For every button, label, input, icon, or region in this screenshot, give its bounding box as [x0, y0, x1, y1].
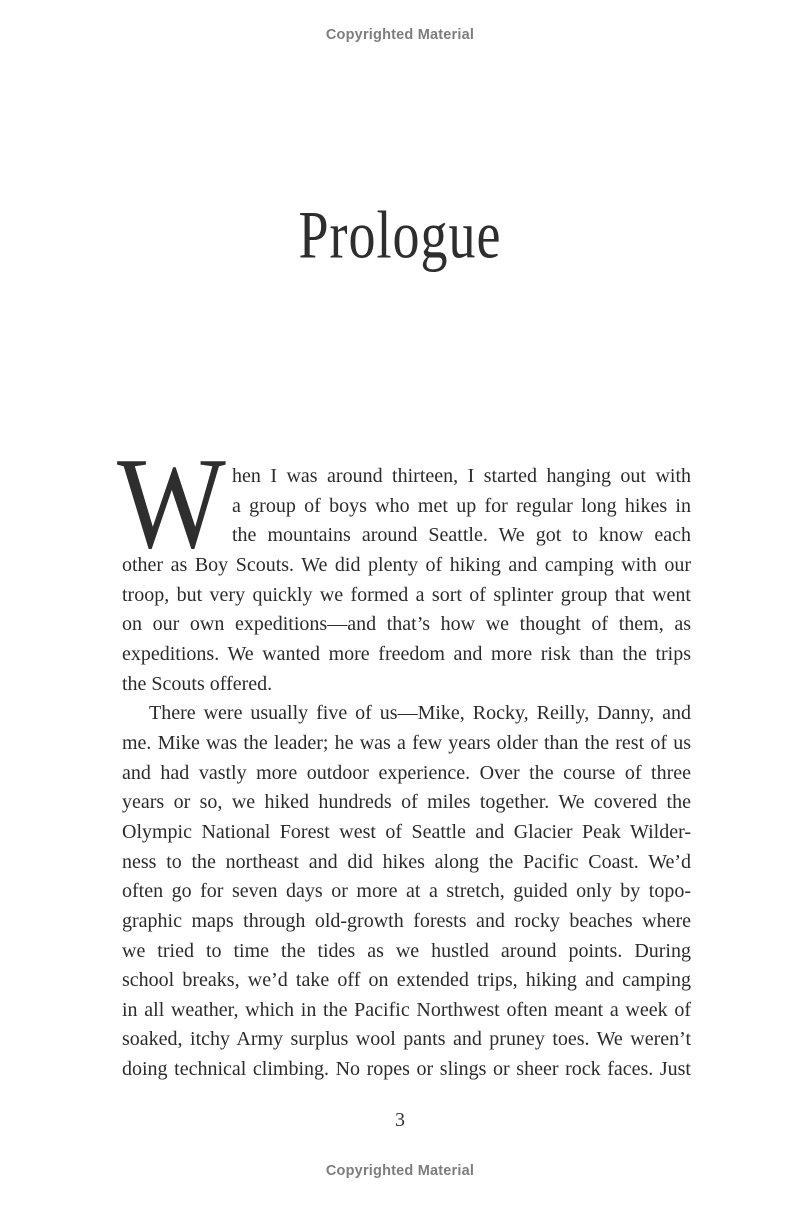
copyright-notice-top: Copyrighted Material — [325, 27, 475, 43]
drop-cap: W — [117, 431, 226, 576]
body-line: soaked, itchy Army surplus wool pants and pruney toes. We weren’t — [122, 1028, 691, 1051]
body-line: graphic maps through old-growth forests and rocky beaches where — [122, 909, 691, 932]
body-line: the mountains around Seattle. We got to know each — [232, 524, 691, 547]
body-line: other as Boy Scouts. We did plenty of hiking and camping with our — [122, 553, 691, 576]
body-line: school breaks, we’d take off on extended trips, hiking and camping — [122, 969, 691, 992]
body-line: years or so, we hiked hundreds of miles together. We covered the — [122, 791, 691, 814]
body-line: the Scouts offered. — [122, 672, 273, 695]
body-line: hen I was around thirteen, I started hanging out with — [232, 465, 691, 487]
body-line: and had vastly more outdoor experience. Over the course of three — [122, 761, 691, 784]
body-line: me. Mike was the leader; he was a few years older than the rest of us — [122, 731, 691, 754]
body-text — [122, 462, 691, 1085]
copyright-notice-bottom: Copyrighted Material — [325, 1163, 475, 1179]
chapter-title: Prologue — [298, 197, 502, 273]
body-line: ness to the northeast and did hikes along the Pacific Coast. We’d — [122, 850, 691, 873]
body-line: There were usually five of us—Mike, Rocky, Reilly, Danny, and — [149, 702, 691, 725]
body-line: on our own expeditions—and that’s how we thought of them, as — [122, 613, 691, 636]
body-line: often go for seven days or more at a stretch, guided only by topo- — [122, 880, 691, 903]
body-line: doing technical climbing. No ropes or slings or sheer rock faces. Just — [122, 1058, 691, 1081]
body-line: troop, but very quickly we formed a sort of splinter group that went — [122, 583, 691, 606]
body-line: expeditions. We wanted more freedom and more risk than the trips — [122, 642, 691, 665]
body-line: a group of boys who met up for regular long hikes in — [232, 494, 691, 517]
body-line: we tried to time the tides as we hustled around points. During — [122, 939, 691, 962]
body-line: Olympic National Forest west of Seattle and Glacier Peak Wilder- — [122, 820, 691, 843]
page-number: 3 — [395, 1109, 405, 1131]
body-line: in all weather, which in the Pacific Northwest often meant a week of — [122, 998, 691, 1021]
